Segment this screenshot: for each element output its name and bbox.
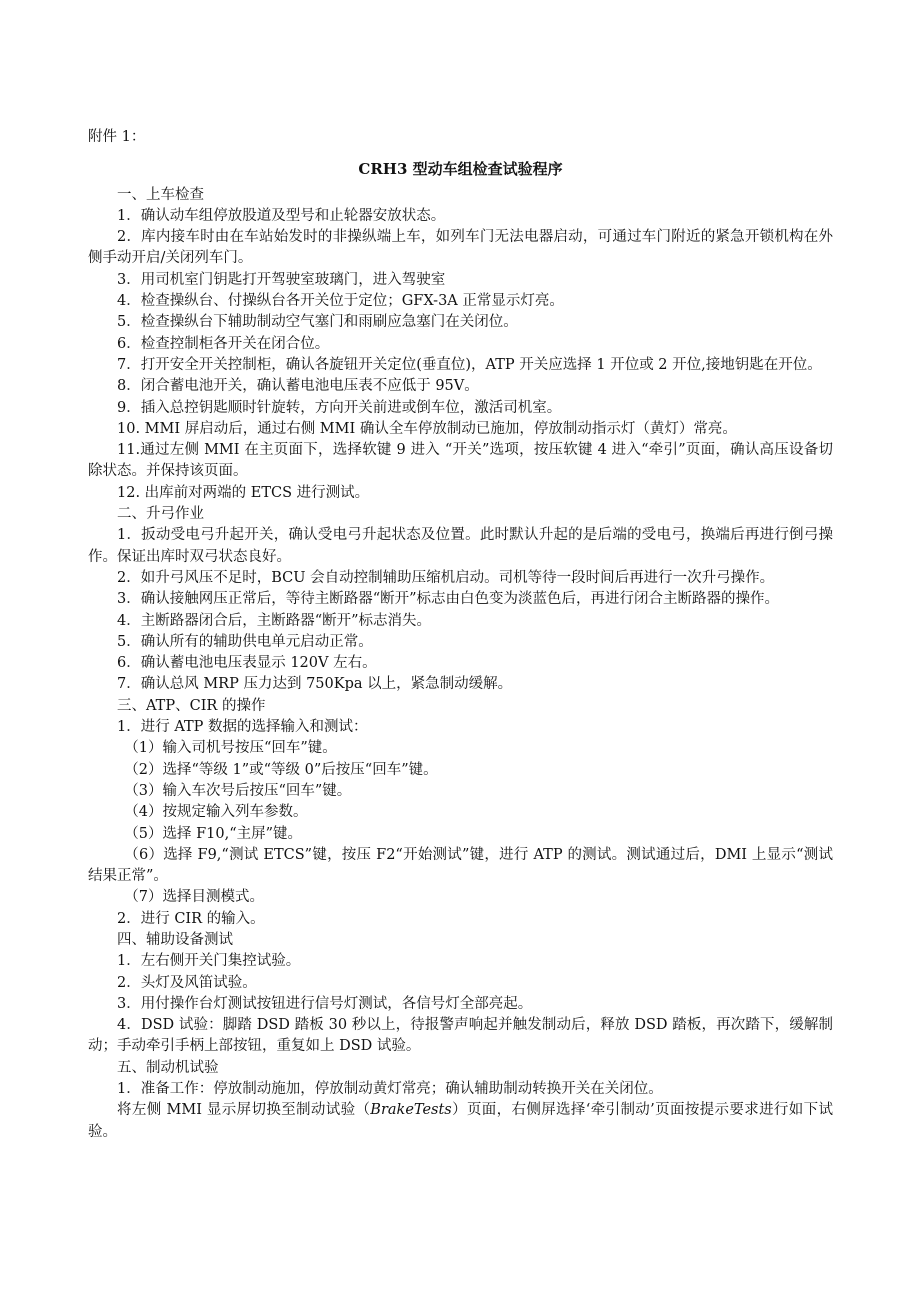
paragraph: 二、升弓作业 (117, 506, 204, 523)
paragraph: 4．检查操纵台、付操纵台各开关位于定位；GFX-3A 正常显示灯亮。 (117, 293, 564, 310)
paragraph: 6．检查控制柜各开关在闭合位。 (117, 335, 330, 352)
paragraph: 2．如升弓风压不足时，BCU 会自动控制辅助压缩机启动。司机等待一段时间后再进行一次升弓操作。 (117, 569, 775, 586)
paragraph: 2．头灯及风笛试验。 (117, 974, 257, 991)
paragraph: （3）输入车次号后按压“回车”键。 (124, 782, 352, 799)
paragraph: （7）选择目测模式。 (124, 889, 264, 906)
paragraph: 8．闭合蓄电池开关，确认蓄电池电压表不应低于 95V。 (117, 378, 479, 395)
paragraph-brake-tests (88, 1100, 833, 1143)
paragraph: 1．准备工作：停放制动施加，停放制动黄灯常亮；确认辅助制动转换开关在关闭位。 (117, 1081, 663, 1098)
paragraph: （2）选择“等级 1”或“等级 0”后按压“回车”键。 (124, 761, 438, 778)
paragraph: 7．确认总风 MRP 压力达到 750Kpa 以上，紧急制动缓解。 (117, 676, 513, 693)
paragraph: 4．DSD 试验：脚踏 DSD 踏板 30 秒以上，待报警声响起并触发制动后，释放 DSD 踏板，再次踏下，缓解制动；手动牵引手柄上部按钮，重复如上 DSD 试验。 (88, 1017, 833, 1055)
paragraph: 11.通过左侧 MMI 在主页面下，选择软键 9 进入 “开关”选项，按压软键 4 进入“牵引”页面，确认高压设备切除状态。并保持该页面。 (88, 442, 833, 480)
paragraph: 5．确认所有的辅助供电单元启动正常。 (117, 633, 373, 650)
paragraph: 五、制动机试验 (117, 1059, 219, 1076)
paragraph: 5．检查操纵台下辅助制动空气塞门和雨刷应急塞门在关闭位。 (117, 314, 518, 331)
paragraph-brake-tests-before: 将左侧 MMI 显示屏切换至制动试验（ (117, 1102, 371, 1119)
paragraph: 9．插入总控钥匙顺时针旋转，方向开关前进或倒车位，激活司机室。 (117, 399, 562, 416)
paragraph: 四、辅助设备测试 (117, 931, 233, 948)
paragraph: 1．扳动受电弓升起开关，确认受电弓升起状态及位置。此时默认升起的是后端的受电弓，换端后再进行倒弓操作。保证出库时双弓状态良好。 (88, 527, 833, 565)
paragraph: 6．确认蓄电池电压表显示 120V 左右。 (117, 655, 377, 672)
document-body (88, 185, 833, 1101)
paragraph: 4．主断路器闭合后，主断路器“断开”标志消失。 (117, 612, 432, 629)
paragraph: 7．打开安全开关控制柜，确认各旋钮开关定位(垂直位)，ATP 开关应选择 1 开位或 2 开位,接地钥匙在开位。 (117, 356, 822, 373)
paragraph: （6）选择 F9,“测试 ETCS”键，按压 F2“开始测试”键，进行 ATP 的测试。测试通过后，DMI 上显示“测试结果正常”。 (88, 846, 833, 885)
paragraph: 1．确认动车组停放股道及型号和止轮器安放状态。 (117, 207, 446, 224)
paragraph: 3．用司机室门钥匙打开驾驶室玻璃门，进入驾驶室 (117, 271, 446, 288)
paragraph: （4）按规定输入列车参数。 (124, 804, 308, 821)
paragraph: （1）输入司机号按压“回车”键。 (124, 740, 337, 757)
paragraph: （5）选择 F10,“主屏”键。 (124, 825, 303, 842)
paragraph: 10. MMI 屏启动后，通过右侧 MMI 确认全车停放制动已施加，停放制动指示灯（黄灯）常亮。 (117, 420, 737, 437)
paragraph: 1．左右侧开关门集控试验。 (117, 953, 301, 970)
paragraph: 三、ATP、CIR 的操作 (117, 697, 266, 714)
paragraph-brake-tests-after: ）页面，右侧屏选择‘牵引制动’页面按提示要求进行如下试验。 (88, 1102, 833, 1140)
paragraph: 3．确认接触网压正常后，等待主断路器“断开”标志由白色变为淡蓝色后，再进行闭合主断路器的操作。 (117, 591, 780, 608)
paragraph: 一、上车检查 (117, 186, 204, 203)
document-page (88, 127, 833, 1143)
paragraph: 2．库内接车时由在车站始发时的非操纵端上车，如列车门无法电器启动，可通过车门附近的紧急开锁机构在外侧手动开启/关闭列车门。 (88, 229, 833, 267)
attachment-label: 附件 1： (88, 129, 146, 145)
paragraph: 12. 出库前对两端的 ETCS 进行测试。 (117, 484, 370, 501)
paragraph: 1．进行 ATP 数据的选择输入和测试： (117, 719, 368, 736)
paragraph: 3．用付操作台灯测试按钮进行信号灯测试，各信号灯全部亮起。 (117, 995, 533, 1012)
paragraph: 2．进行 CIR 的输入。 (117, 910, 265, 927)
document-title: CRH3 型动车组检查试验程序 (358, 160, 563, 179)
brake-tests-term: BrakeTests (370, 1102, 452, 1119)
